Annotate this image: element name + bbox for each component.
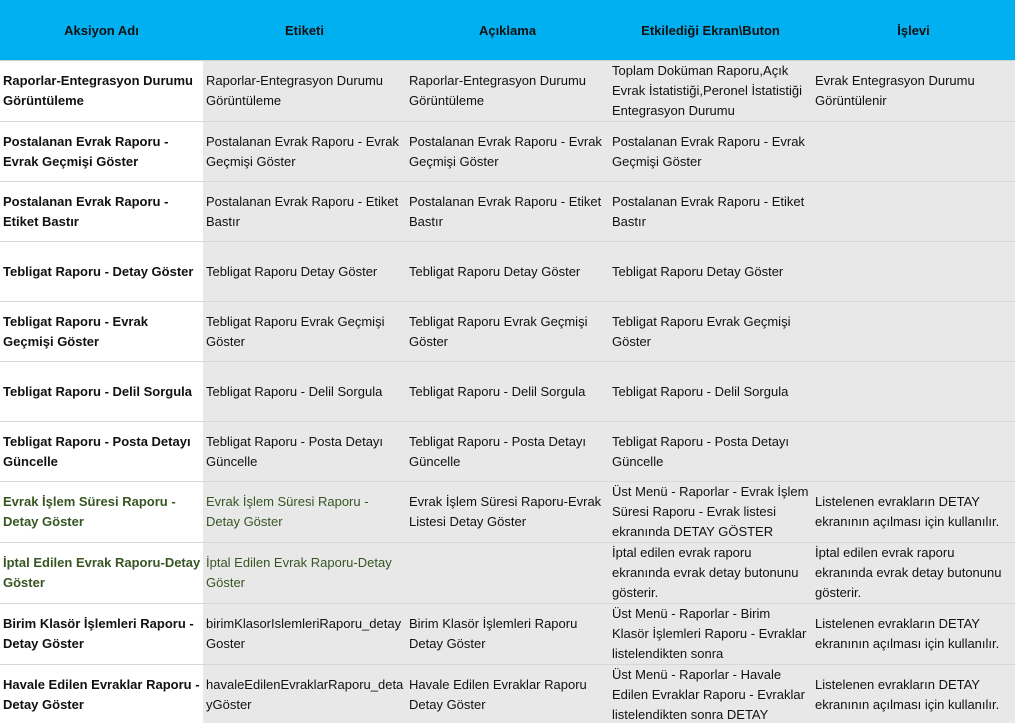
cell-function[interactable]: İptal edilen evrak raporu ekranında evrak detay butonunu gösterir. — [812, 543, 1015, 604]
cell-description[interactable]: Evrak İşlem Süresi Raporu-Evrak Listesi Detay Göster — [406, 482, 609, 543]
cell-affected-screen[interactable]: Tebligat Raporu - Delil Sorgula — [609, 362, 812, 422]
cell-function[interactable]: Listelenen evrakların DETAY ekranının açılması için kullanılır. — [812, 604, 1015, 665]
cell-action-name[interactable]: Evrak İşlem Süresi Raporu - Detay Göster — [0, 482, 203, 543]
cell-function[interactable]: Listelenen evrakların DETAY ekranının açılması için kullanılır. — [812, 482, 1015, 543]
cell-action-name[interactable]: Havale Edilen Evraklar Raporu - Detay Göster — [0, 665, 203, 723]
cell-action-name[interactable]: Tebligat Raporu - Posta Detayı Güncelle — [0, 422, 203, 482]
table-row — [0, 482, 1015, 543]
table-row — [0, 242, 1015, 302]
cell-function[interactable]: Evrak Entegrasyon Durumu Görüntülenir — [812, 61, 1015, 122]
cell-label[interactable]: Evrak İşlem Süresi Raporu - Detay Göster — [203, 482, 406, 543]
cell-label[interactable]: Postalanan Evrak Raporu - Evrak Geçmişi Göster — [203, 122, 406, 182]
cell-affected-screen[interactable]: Tebligat Raporu - Posta Detayı Güncelle — [609, 422, 812, 482]
cell-function[interactable] — [812, 242, 1015, 302]
cell-affected-screen[interactable]: İptal edilen evrak raporu ekranında evrak detay butonunu gösterir. — [609, 543, 812, 604]
cell-label[interactable]: Postalanan Evrak Raporu - Etiket Bastır — [203, 182, 406, 242]
table-row — [0, 61, 1015, 122]
cell-action-name[interactable]: İptal Edilen Evrak Raporu-Detay Göster — [0, 543, 203, 604]
table-row — [0, 302, 1015, 362]
cell-label[interactable]: havaleEdilenEvraklarRaporu_detayGöster — [203, 665, 406, 723]
cell-label[interactable]: İptal Edilen Evrak Raporu-Detay Göster — [203, 543, 406, 604]
table-row — [0, 665, 1015, 723]
cell-action-name[interactable]: Raporlar-Entegrasyon Durumu Görüntüleme — [0, 61, 203, 122]
cell-function[interactable] — [812, 422, 1015, 482]
cell-label[interactable]: Tebligat Raporu Detay Göster — [203, 242, 406, 302]
cell-description[interactable]: Havale Edilen Evraklar Raporu Detay Göster — [406, 665, 609, 723]
cell-action-name[interactable]: Tebligat Raporu - Detay Göster — [0, 242, 203, 302]
table-row — [0, 182, 1015, 242]
cell-action-name[interactable]: Birim Klasör İşlemleri Raporu - Detay Göster — [0, 604, 203, 665]
cell-affected-screen[interactable]: Üst Menü - Raporlar - Havale Edilen Evraklar Raporu - Evraklar listelendikten sonra DETAY — [609, 665, 812, 723]
table-row — [0, 543, 1015, 604]
cell-label[interactable]: birimKlasorIslemleriRaporu_detayGoster — [203, 604, 406, 665]
header-etiketi[interactable]: Etiketi — [203, 0, 406, 61]
cell-label[interactable]: Raporlar-Entegrasyon Durumu Görüntüleme — [203, 61, 406, 122]
table-row — [0, 122, 1015, 182]
cell-affected-screen[interactable]: Tebligat Raporu Detay Göster — [609, 242, 812, 302]
table-row — [0, 362, 1015, 422]
header-row — [0, 0, 1015, 61]
cell-description[interactable]: Raporlar-Entegrasyon Durumu Görüntüleme — [406, 61, 609, 122]
cell-function[interactable] — [812, 122, 1015, 182]
cell-description[interactable]: Tebligat Raporu Detay Göster — [406, 242, 609, 302]
cell-function[interactable] — [812, 362, 1015, 422]
cell-label[interactable]: Tebligat Raporu Evrak Geçmişi Göster — [203, 302, 406, 362]
cell-affected-screen[interactable]: Üst Menü - Raporlar - Birim Klasör İşlemleri Raporu - Evraklar listelendikten sonra — [609, 604, 812, 665]
cell-function[interactable] — [812, 182, 1015, 242]
cell-action-name[interactable]: Postalanan Evrak Raporu - Evrak Geçmişi Göster — [0, 122, 203, 182]
cell-description[interactable]: Tebligat Raporu - Delil Sorgula — [406, 362, 609, 422]
cell-description[interactable]: Postalanan Evrak Raporu - Evrak Geçmişi Göster — [406, 122, 609, 182]
cell-affected-screen[interactable]: Tebligat Raporu Evrak Geçmişi Göster — [609, 302, 812, 362]
cell-action-name[interactable]: Tebligat Raporu - Delil Sorgula — [0, 362, 203, 422]
cell-affected-screen[interactable]: Postalanan Evrak Raporu - Etiket Bastır — [609, 182, 812, 242]
cell-function[interactable]: Listelenen evrakların DETAY ekranının açılması için kullanılır. — [812, 665, 1015, 723]
cell-function[interactable] — [812, 302, 1015, 362]
cell-affected-screen[interactable]: Postalanan Evrak Raporu - Evrak Geçmişi Göster — [609, 122, 812, 182]
cell-action-name[interactable]: Tebligat Raporu - Evrak Geçmişi Göster — [0, 302, 203, 362]
header-aciklama[interactable]: Açıklama — [406, 0, 609, 61]
cell-description[interactable]: Tebligat Raporu Evrak Geçmişi Göster — [406, 302, 609, 362]
cell-description[interactable]: Postalanan Evrak Raporu - Etiket Bastır — [406, 182, 609, 242]
header-islevi[interactable]: İşlevi — [812, 0, 1015, 61]
cell-affected-screen[interactable]: Toplam Doküman Raporu,Açık Evrak İstatistiği,Peronel İstatistiği Entegrasyon Durumu — [609, 61, 812, 122]
header-aksiyon-adi[interactable]: Aksiyon Adı — [0, 0, 203, 61]
table-row — [0, 422, 1015, 482]
cell-affected-screen[interactable]: Üst Menü - Raporlar - Evrak İşlem Süresi Raporu - Evrak listesi ekranında DETAY GÖSTER — [609, 482, 812, 543]
cell-description[interactable]: Birim Klasör İşlemleri Raporu Detay Göster — [406, 604, 609, 665]
cell-label[interactable]: Tebligat Raporu - Posta Detayı Güncelle — [203, 422, 406, 482]
table-row — [0, 604, 1015, 665]
cell-label[interactable]: Tebligat Raporu - Delil Sorgula — [203, 362, 406, 422]
cell-description[interactable] — [406, 543, 609, 604]
header-etkiledigi-ekran[interactable]: Etkilediği Ekran\Buton — [609, 0, 812, 61]
cell-description[interactable]: Tebligat Raporu - Posta Detayı Güncelle — [406, 422, 609, 482]
cell-action-name[interactable]: Postalanan Evrak Raporu - Etiket Bastır — [0, 182, 203, 242]
